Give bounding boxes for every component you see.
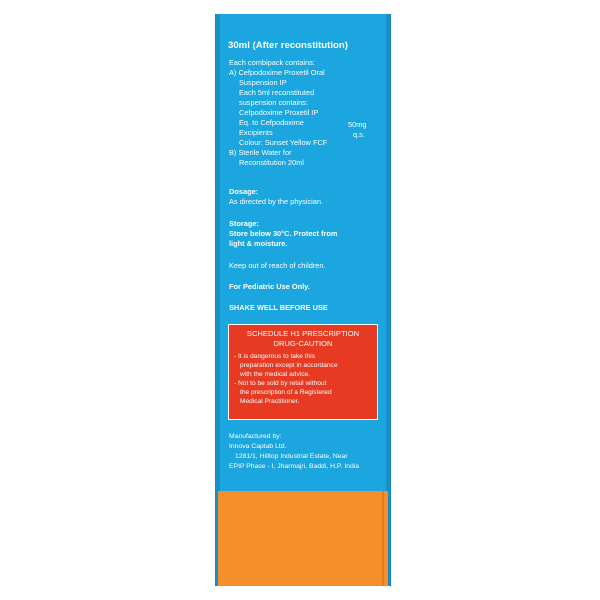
equivalent-quantity: 50mg	[348, 120, 367, 129]
orange-band-seam	[382, 491, 384, 586]
component-a-line2: Suspension IP	[239, 78, 287, 87]
warning-title-line2: DRUG-CAUTION	[273, 339, 333, 348]
storage-line2: light & moisture.	[229, 239, 288, 248]
warning-point1-line2: preparation except in accordance	[240, 362, 338, 369]
dosage-heading: Dosage:	[229, 187, 259, 196]
equivalent-label: Eq. to Cefpodoxime	[239, 118, 304, 127]
excipients-label: Excipients	[239, 128, 273, 137]
storage-line1: Store below 30°C. Protect from	[229, 229, 338, 238]
component-b-line2: Reconstitution 20ml	[239, 158, 304, 167]
dosage-text: As directed by the physician.	[229, 197, 324, 206]
shake-instruction: SHAKE WELL BEFORE USE	[229, 303, 328, 312]
composition-intro: Each combipack contains:	[229, 58, 315, 67]
medicine-carton-panel	[215, 14, 391, 586]
composition-block	[229, 58, 367, 168]
warning-point1-line1: - It is dangerous to take this	[234, 353, 315, 360]
component-a-line3: Each 5ml reconstituted	[239, 88, 315, 97]
manufacturer-block	[229, 432, 359, 472]
component-a-line6	[229, 118, 367, 129]
warning-point2-line1: - Not to be sold by retail without	[234, 380, 327, 387]
manufacturer-label: Manufactured by:	[229, 433, 282, 440]
component-a-line4: suspension contains:	[239, 98, 309, 107]
manufacturer-name: Innova Captab Ltd.	[229, 443, 287, 450]
component-a-line5: Cefpodoxime Proxetil IP	[239, 108, 319, 117]
component-b-line1: B) Sterile Water for	[229, 148, 292, 157]
component-a-line7	[229, 128, 365, 139]
schedule-h1-warning-box	[228, 324, 378, 420]
orange-band	[218, 491, 388, 586]
warning-point1-line3: with the medical advice.	[240, 371, 311, 378]
manufacturer-address-line2: EPIP Phase - I, Jharmajri, Baddi, H.P. India	[229, 463, 360, 470]
component-a-line8: Colour: Sunset Yellow FCF	[239, 138, 328, 147]
excipients-quantity: q.s.	[353, 130, 365, 139]
children-warning: Keep out of reach of children.	[229, 261, 326, 270]
storage-heading: Storage:	[229, 219, 259, 228]
pediatric-note: For Pediatric Use Only.	[229, 282, 310, 291]
volume-title: 30ml (After reconstitution)	[228, 40, 348, 51]
warning-point2-line2: the prescription of a Registered	[240, 389, 332, 396]
warning-point2-line3: Medical Practitioner.	[240, 398, 300, 405]
component-a-line1: A) Cefpodoxime Proxetil Oral	[229, 68, 325, 77]
manufacturer-address-line1: 1281/1, Hilltop Industrial Estate, Near	[235, 453, 348, 460]
warning-title-line1: SCHEDULE H1 PRESCRIPTION	[246, 329, 360, 338]
